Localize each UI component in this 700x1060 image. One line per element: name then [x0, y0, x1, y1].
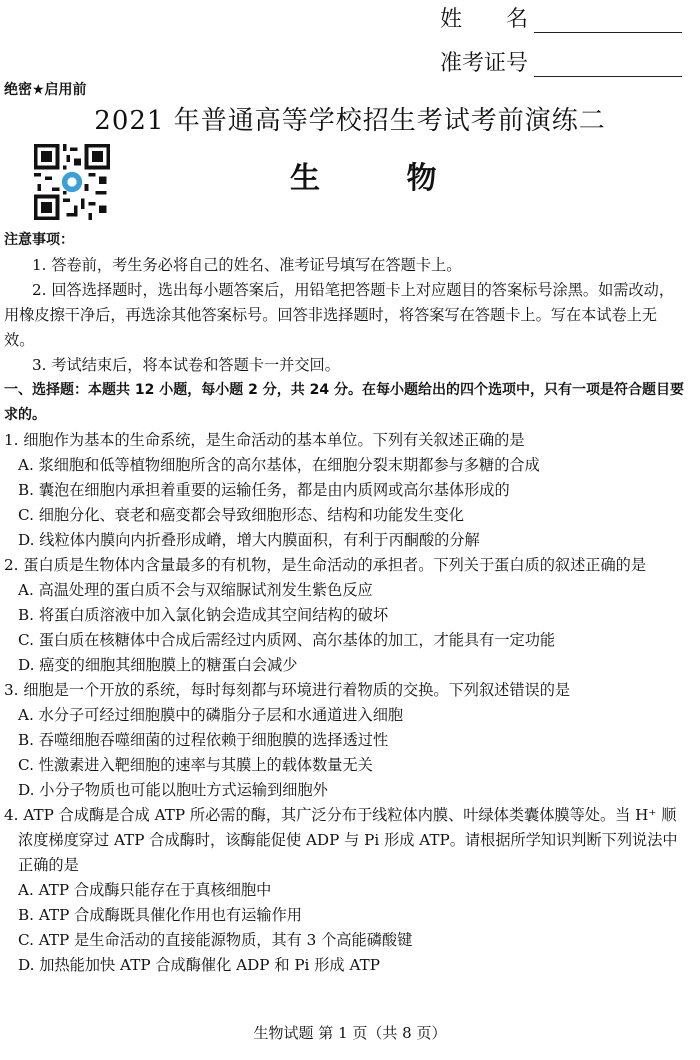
option: B. ATP 合成酶既具催化作用也有运输作用 — [18, 906, 302, 924]
page-footer: 生物试题 第 1 页（共 8 页） — [253, 1024, 447, 1042]
question-stem: 2. 蛋白质是生物体内含量最多的有机物，是生命活动的承担者。下列关于蛋白质的叙述正确的是 — [4, 556, 647, 574]
question-stem: 1. 细胞作为基本的生命系统，是生命活动的基本单位。下列有关叙述正确的是 — [4, 431, 525, 449]
option: A. 高温处理的蛋白质不会与双缩脲试剂发生紫色反应 — [18, 581, 373, 599]
notice-heading: 注意事项： — [4, 232, 74, 248]
option: A. 水分子可经过细胞膜中的磷脂分子层和水通道进入细胞 — [18, 706, 404, 724]
subject-title: 生 物 — [290, 161, 475, 196]
id-field — [440, 46, 682, 77]
exam-content — [4, 228, 686, 978]
option: D. 加热能加快 ATP 合成酶催化 ADP 和 Pi 形成 ATP — [18, 956, 380, 974]
qr-code-icon — [34, 144, 110, 220]
name-field — [440, 2, 682, 33]
notice-item: 2. 回答选择题时，选出每小题答案后，用铅笔把答题卡上对应题目的答案标号涂黑。如需改动，用橡皮擦干净后，再选涂其他答案标号。回答非选择题时，将答案写在答题卡上。写在本试卷上无效。 — [4, 281, 675, 349]
option: A. ATP 合成酶只能存在于真核细胞中 — [18, 881, 272, 899]
secret-label: 绝密★启用前 — [4, 82, 87, 98]
option: C. 蛋白质在核糖体中合成后需经过内质网、高尔基体的加工，才能具有一定功能 — [18, 631, 556, 649]
exam-title: 2021 年普通高等学校招生考试考前演练二 — [94, 106, 606, 136]
option: A. 浆细胞和低等植物细胞所含的高尔基体，在细胞分裂末期都参与多糖的合成 — [18, 456, 540, 474]
name-blank — [534, 10, 682, 33]
question-stem: 4. ATP 合成酶是合成 ATP 所必需的酶，其广泛分布于线粒体内膜、叶绿体类囊体膜等处。当 H⁺ 顺浓度梯度穿过 ATP 合成酶时，该酶能促使 ADP 与 Pi 形成 ATP。请根据所学知识判断下列说法中正确的是 — [4, 806, 678, 874]
option: B. 将蛋白质溶液中加入氯化钠会造成其空间结构的破坏 — [18, 606, 389, 624]
id-label: 准考证号 — [439, 51, 528, 76]
option: C. 细胞分化、衰老和癌变都会导致细胞形态、结构和功能发生变化 — [18, 506, 464, 524]
option: C. ATP 是生命活动的直接能源物质，其有 3 个高能磷酸键 — [18, 931, 413, 949]
name-label: 姓 名 — [439, 7, 528, 32]
id-blank — [534, 54, 682, 77]
option: B. 囊泡在细胞内承担着重要的运输任务，都是由内质网或高尔基体形成的 — [18, 481, 510, 499]
option: D. 小分子物质也可能以胞吐方式运输到细胞外 — [18, 781, 328, 799]
notice-item: 1. 答卷前，考生务必将自己的姓名、准考证号填写在答题卡上。 — [32, 256, 462, 274]
notice-item: 3. 考试结束后，将本试卷和答题卡一并交回。 — [32, 356, 340, 374]
option: D. 癌变的细胞其细胞膜上的糖蛋白会减少 — [18, 656, 298, 674]
section-heading: 一、选择题：本题共 12 小题，每小题 2 分，共 24 分。在每小题给出的四个选项中，只有一项是符合题目要求的。 — [4, 382, 684, 423]
option: D. 线粒体内膜向内折叠形成嵴，增大内膜面积，有利于丙酮酸的分解 — [18, 531, 480, 549]
option: B. 吞噬细胞吞噬细菌的过程依赖于细胞膜的选择透过性 — [18, 731, 389, 749]
option: C. 性激素进入靶细胞的速率与其膜上的载体数量无关 — [18, 756, 373, 774]
question-stem: 3. 细胞是一个开放的系统，每时每刻都与环境进行着物质的交换。下列叙述错误的是 — [4, 681, 571, 699]
